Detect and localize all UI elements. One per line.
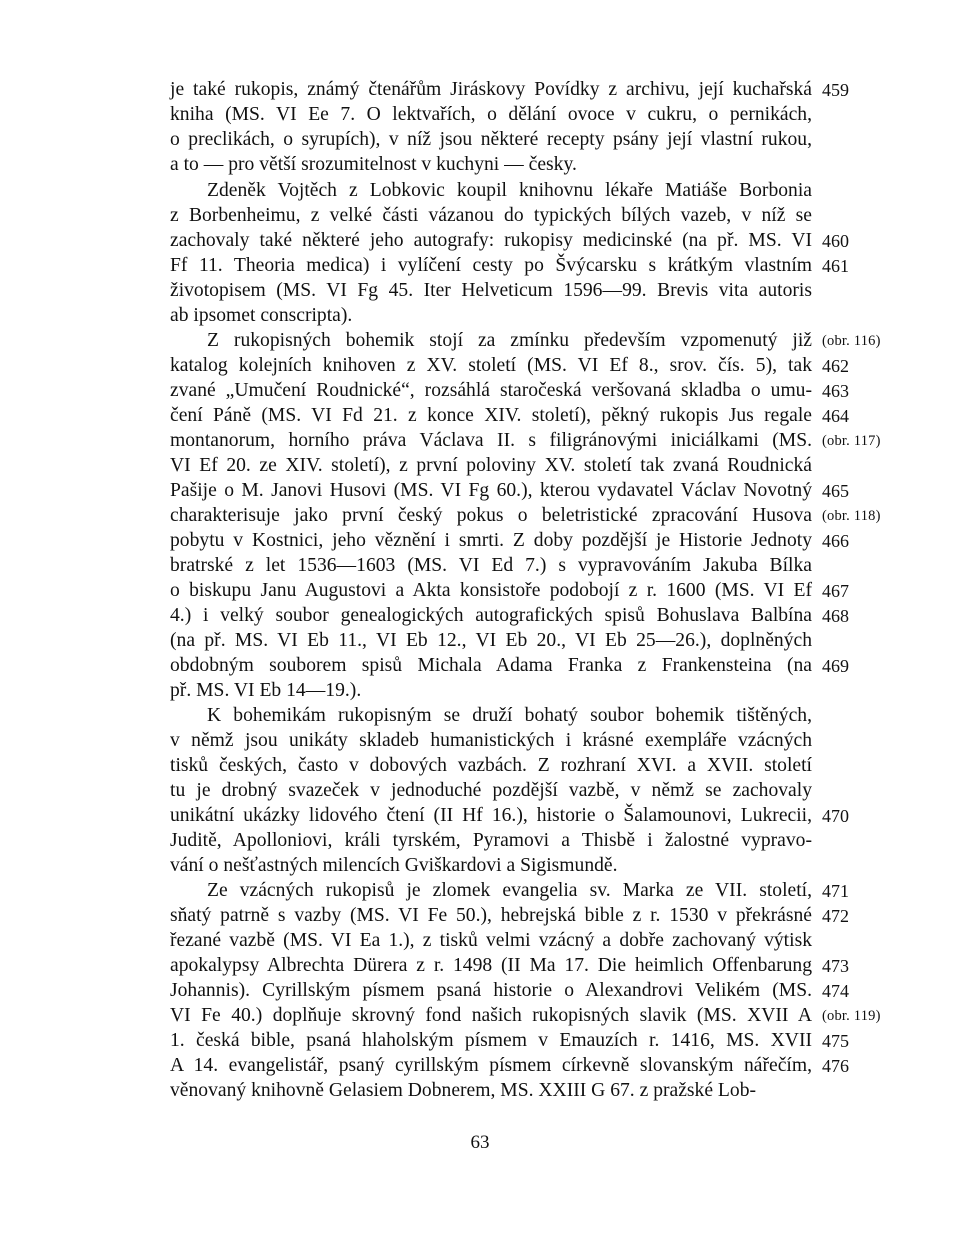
text-line: unikátní ukázky lidového čtení (II Hf 16.), historie o Šalamounovi, Lukrecii, xyxy=(170,805,812,826)
text-line: tu je drobný svazeček v jednoduché pozdější vazbě, v němž se zachovaly xyxy=(170,780,812,801)
text-line: a to — pro větší srozumitelnost v kuchyni — česky. xyxy=(170,154,577,175)
text-line: v němž jsou unikáty skladeb humanistických i krásné exempláře vzácných xyxy=(170,730,812,751)
text-line: př. MS. VI Eb 14—19.). xyxy=(170,680,362,701)
text-line: čení Páně (MS. VI Fd 21. z konce XIV. století), pěkný rukopis Jus regale xyxy=(170,405,812,426)
text-line: obdobným souborem spisů Michala Adama Franka z Frankensteina (na xyxy=(170,655,812,676)
text-line: A 14. evangelistář, psaný cyrillským písmem církevně slovanským nářečím, xyxy=(170,1055,812,1076)
text-line: sňatý patrně s vazby (MS. VI Fe 50.), hebrejská bible z r. 1530 v překrásné xyxy=(170,905,812,926)
text-line: tisků českých, často v dobových vazbách. Z rozhraní XVI. a XVII. století xyxy=(170,755,812,776)
margin-note: 476 xyxy=(822,1056,849,1076)
margin-note: 474 xyxy=(822,981,849,1001)
page-number: 63 xyxy=(470,1132,490,1153)
text-line: kniha (MS. VI Ee 7. O lektvařích, o dělání ovoce v cukru, o pernikách, xyxy=(170,104,812,125)
margin-note: 470 xyxy=(822,806,849,826)
text-line: zachovaly také některé jeho autografy: rukopisy medicinské (na př. MS. VI xyxy=(170,230,812,251)
text-line: životopisem (MS. VI Fg 45. Iter Helveticum 1596—99. Brevis vita autoris xyxy=(170,280,812,301)
text-line: o preclikách, o syrupích), v níž jsou některé recepty psány její vlastní rukou, xyxy=(170,129,812,150)
text-line: bratrské z let 1536—1603 (MS. VI Ed 7.) s vypravováním Jakuba Bílka xyxy=(170,555,812,576)
text-line: K bohemikám rukopisným se druží bohatý soubor bohemik tištěných, xyxy=(207,705,812,726)
text-line: charakterisuje jako první český pokus o beletristické zpracování Husova xyxy=(170,505,812,526)
margin-note: 466 xyxy=(822,531,849,551)
text-line: Johannis). Cyrillským písmem psaná historie o Alexandrovi Velikém (MS. xyxy=(170,980,812,1001)
figure-reference: (obr. 116) xyxy=(822,333,881,349)
text-line: Pašije o M. Janovi Husovi (MS. VI Fg 60.), kterou vydavatel Václav Novotný xyxy=(170,480,812,501)
text-line: Ff 11. Theoria medica) i vylíčení cesty po Švýcarsku s krátkým vlastním xyxy=(170,255,812,276)
margin-note: 468 xyxy=(822,606,849,626)
text-line: Zdeněk Vojtěch z Lobkovic koupil knihovnu lékaře Matiáše Borbonia xyxy=(207,180,812,201)
text-line: katalog kolejních knihoven z XV. století (MS. VI Ef 8., srov. čís. 5), tak xyxy=(170,355,812,376)
margin-note: 471 xyxy=(822,881,849,901)
text-line: VI Fe 40.) doplňuje skrovný fond našich rukopisných slavik (MS. XVII A xyxy=(170,1005,812,1026)
margin-note: 463 xyxy=(822,381,849,401)
figure-reference: (obr. 117) xyxy=(822,433,881,449)
margin-note: 464 xyxy=(822,406,849,426)
text-line: ab ipsomet conscripta). xyxy=(170,305,353,326)
text-line: Z rukopisných bohemik stojí za zmínku především vzpomenutý již xyxy=(207,330,812,351)
margin-note: 461 xyxy=(822,256,849,276)
text-line: montanorum, horního práva Václava II. s filigránovými iniciálkami (MS. xyxy=(170,430,812,451)
margin-note: 475 xyxy=(822,1031,849,1051)
text-line: VI Ef 20. ze XIV. století), z první poloviny XV. století tak zvaná Roudnická xyxy=(170,455,812,476)
text-line: vání o nešťastných milencích Gviškardovi a Sigismundě. xyxy=(170,855,618,876)
text-line: pobytu v Kostnici, jeho věznění i smrti. Z doby pozdější je Historie Jednoty xyxy=(170,530,812,551)
text-line: (na př. MS. VI Eb 11., VI Eb 12., VI Eb 20., VI Eb 25—26.), doplněných xyxy=(170,630,812,651)
figure-reference: (obr. 119) xyxy=(822,1008,881,1024)
text-line: 1. česká bible, psaná hlaholským písmem v Emauzích r. 1416, MS. XVII xyxy=(170,1030,812,1051)
text-line: Ze vzácných rukopisů je zlomek evangelia sv. Marka ze VII. století, xyxy=(207,880,812,901)
margin-note: 473 xyxy=(822,956,849,976)
margin-note: 472 xyxy=(822,906,849,926)
text-line: řezané vazbě (MS. VI Ea 1.), z tisků velmi vzácný a dobře zachovaný výtisk xyxy=(170,930,812,951)
text-line: je také rukopis, známý čtenářům Jiráskovy Povídky z archivu, její kuchařská xyxy=(170,79,812,100)
figure-reference: (obr. 118) xyxy=(822,508,881,524)
text-line: Juditě, Apolloniovi, králi tyrském, Pyramovi a Thisbě i žalostné vypravo- xyxy=(170,830,812,851)
text-line: 4.) i velký soubor genealogických autografických spisů Bohuslava Balbína xyxy=(170,605,812,626)
margin-note: 460 xyxy=(822,231,849,251)
text-line: apokalypsy Albrechta Dürera z r. 1498 (II Ma 17. Die heimlich Offenbarung xyxy=(170,955,812,976)
margin-note: 459 xyxy=(822,80,849,100)
margin-note: 469 xyxy=(822,656,849,676)
text-line: z Borbenheimu, z velké části vázanou do typických bílých vazeb, v níž se xyxy=(170,205,812,226)
margin-note: 462 xyxy=(822,356,849,376)
margin-note: 465 xyxy=(822,481,849,501)
text-line: o biskupu Janu Augustovi a Akta konsistoře podobojí z r. 1600 (MS. VI Ef xyxy=(170,580,812,601)
text-line: zvané „Umučení Roudnické“, rozsáhlá staročeská veršovaná skladba o umu- xyxy=(170,380,812,401)
margin-note: 467 xyxy=(822,581,849,601)
text-line: věnovaný knihovně Gelasiem Dobnerem, MS. XXIII G 67. z pražské Lob- xyxy=(170,1080,757,1101)
